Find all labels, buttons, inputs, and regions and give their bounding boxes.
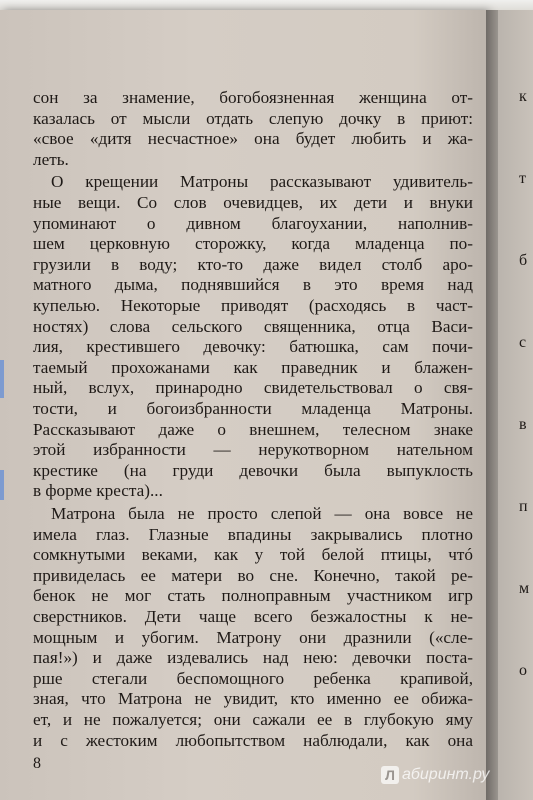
book-gutter [486,10,498,800]
text-line: ет, и не пожалуется; они сажали ее в глубокую яму [33,710,473,729]
text-line: этой избранности — нерукотворном нательном [33,440,473,460]
text-line: бенок не мог стать полноправным участником игр [33,586,473,606]
text-line: леть. [33,149,69,169]
next-page-letter: в [519,416,527,433]
text-line: пая!») и даже издевались над нею: девочки поста- [33,648,473,668]
text-line: таемый прохожанами как праведник и блажен- [33,357,473,377]
text-line: шем церковную сторожку, когда младенца по- [33,234,473,254]
text-line: и с жестоким любопытством наблюдали, как она [33,730,473,750]
next-page-letter: м [519,580,530,597]
text-line: мощным и убогим. Матрону они дразнили («сле- [33,627,473,647]
next-page-letter: т [519,170,526,187]
watermark-text: абиринт.ру [402,766,490,783]
text-line: крестике (на груди девочки была выпуклость [33,460,473,480]
left-edge-mark [0,360,4,398]
text-line: ный, вслух, принародно свидетельствовал о свя- [33,378,473,398]
next-page-letter: о [519,662,527,679]
next-page-edge [498,10,533,800]
text-line: привиделась ее матери во сне. Конечно, такой ре- [33,565,473,585]
text-line: имела глаз. Глазные впадины закрывались плотно [33,524,473,544]
page-number: 8 [33,755,41,773]
text-line: упоминают о дивном благоухании, наполнив- [33,213,473,233]
text-line: рше стегали беспомощного ребенка крапивой, [33,668,473,688]
text-line: казалась от мысли отдать слепую дочку в приют: [33,108,473,128]
text-line: Рассказывают даже о внешнем, телесном знаке [33,419,473,439]
text-line: ностях) слова сельского священника, отца Васи- [33,316,473,336]
next-page-letter: с [519,334,527,351]
text-line: «свое «дитя несчастное» она будет любить и жа- [33,129,473,149]
text-line: в форме креста)... [33,481,163,501]
text-line: матного дыма, поднявшийся в это время над [33,275,473,295]
text-line: ные вещи. Со слов очевидцев, их дети и внуки [33,193,473,212]
labirint-watermark [381,766,489,784]
text-line: купелью. Некоторые приводят (расходясь в част- [33,296,473,315]
text-line: сон за знамение, богобоязненная женщина от- [33,88,473,107]
text-line: сомкнутыми веками, как у той белой птицы, чтó [33,545,473,565]
next-page-letter: б [519,252,528,269]
text-line: сверстников. Дети чаще всего безжалостны к не- [33,607,473,626]
labirint-logo-icon: Л [381,766,399,784]
text-line: тости, и богоизбранности младенца Матроны. [33,399,473,418]
left-edge-mark [0,470,4,500]
paragraph-first-line: Матрона была не просто слепой — она вовсе не [51,504,473,523]
next-page-letter: п [519,498,528,515]
text-line: лия, крестившего девочку: батюшка, сам почи- [33,337,473,357]
text-line: зная, что Матрона не увидит, кто именно ее обижа- [33,689,473,709]
text-line: грузили в воду; кто-то даже видел столб аро- [33,254,473,274]
paragraph-first-line: О крещении Матроны рассказывают удивитель- [51,172,473,192]
next-page-letter: к [519,88,527,105]
